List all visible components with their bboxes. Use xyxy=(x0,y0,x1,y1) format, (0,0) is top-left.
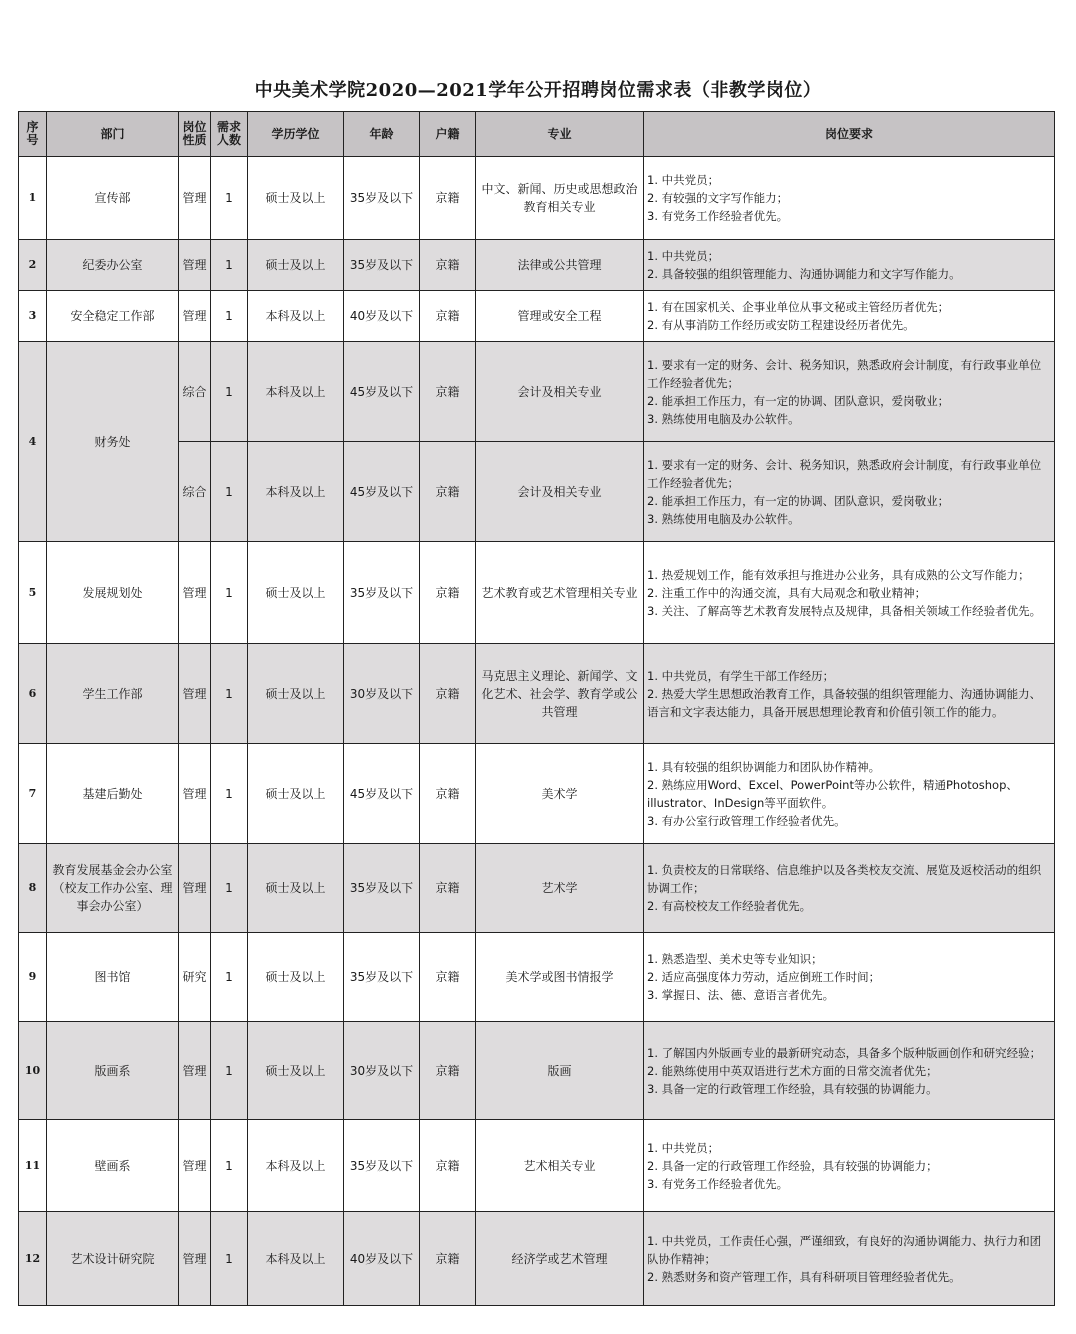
cell-req xyxy=(644,542,1055,644)
cell-major: 马克思主义理论、新闻学、文化艺术、社会学、教育学或公共管理 xyxy=(476,644,644,744)
cell-major: 中文、新闻、历史或思想政治教育相关专业 xyxy=(476,157,644,240)
header-req: 岗位要求 xyxy=(644,112,1055,157)
cell-dept: 财务处 xyxy=(47,342,179,542)
table-row xyxy=(19,1212,1055,1306)
cell-major: 法律或公共管理 xyxy=(476,240,644,291)
cell-age: 35岁及以下 xyxy=(344,542,420,644)
req-line: 1. 有在国家机关、企事业单位从事文秘或主管经历者优先； xyxy=(647,300,950,314)
cell-edu: 硕士及以上 xyxy=(248,157,344,240)
cell-dept: 安全稳定工作部 xyxy=(47,291,179,342)
table-row xyxy=(19,933,1055,1022)
req-line: 1. 负责校友的日常联络、信息维护以及各类校友交流、展览及返校活动的组织协调工作； xyxy=(647,863,1042,895)
req-line: 2. 适应高强度体力劳动，适应倒班工作时间； xyxy=(647,970,881,984)
cell-age: 45岁及以下 xyxy=(344,342,420,442)
cell-type: 管理 xyxy=(179,240,211,291)
cell-dept: 版画系 xyxy=(47,1022,179,1120)
cell-req xyxy=(644,1120,1055,1212)
cell-seq: 1 xyxy=(19,157,47,240)
table-row xyxy=(19,342,1055,442)
cell-major: 艺术学 xyxy=(476,844,644,933)
cell-edu: 本科及以上 xyxy=(248,291,344,342)
cell-req xyxy=(644,342,1055,442)
cell-hukou: 京籍 xyxy=(420,291,476,342)
cell-seq: 6 xyxy=(19,644,47,744)
cell-hukou: 京籍 xyxy=(420,157,476,240)
cell-edu: 硕士及以上 xyxy=(248,542,344,644)
req-line: 1. 中共党员； xyxy=(647,1140,720,1155)
req-line: 2. 注重工作中的沟通交流，具有大局观念和敬业精神； xyxy=(647,585,927,600)
cell-major: 艺术相关专业 xyxy=(476,1120,644,1212)
req-line: 1. 要求有一定的财务、会计、税务知识，熟悉政府会计制度，有行政事业单位工作经验者优先； xyxy=(647,457,1042,490)
cell-major: 会计及相关专业 xyxy=(476,442,644,542)
table-row xyxy=(19,844,1055,933)
cell-dept: 学生工作部 xyxy=(47,644,179,744)
cell-type: 综合 xyxy=(179,342,211,442)
req-line: 3. 有党务工作经验者优先。 xyxy=(647,1176,789,1191)
cell-age: 30岁及以下 xyxy=(344,644,420,744)
cell-hukou: 京籍 xyxy=(420,1022,476,1120)
cell-hukou: 京籍 xyxy=(420,844,476,933)
header-dept: 部门 xyxy=(47,112,179,157)
cell-type: 管理 xyxy=(179,744,211,844)
cell-seq: 11 xyxy=(19,1120,47,1212)
cell-age: 35岁及以下 xyxy=(344,1120,420,1212)
cell-edu: 硕士及以上 xyxy=(248,933,344,1022)
header-count: 需求人数 xyxy=(211,112,248,157)
cell-req xyxy=(644,744,1055,844)
cell-seq: 9 xyxy=(19,933,47,1022)
req-line: 2. 能熟练使用中英双语进行艺术方面的日常交流者优先； xyxy=(647,1063,938,1078)
table-row xyxy=(19,542,1055,644)
cell-dept: 图书馆 xyxy=(47,933,179,1022)
header-seq: 序号 xyxy=(19,112,47,157)
cell-edu: 硕士及以上 xyxy=(248,744,344,844)
req-line: 2. 具备一定的行政管理工作经验，具有较强的协调能力； xyxy=(647,1158,938,1173)
cell-age: 30岁及以下 xyxy=(344,1022,420,1120)
cell-count: 1 xyxy=(211,542,248,644)
req-line: 1. 要求有一定的财务、会计、税务知识，熟悉政府会计制度，有行政事业单位工作经验者优先； xyxy=(647,357,1042,390)
cell-hukou: 京籍 xyxy=(420,744,476,844)
cell-seq: 4 xyxy=(19,342,47,542)
cell-major: 美术学 xyxy=(476,744,644,844)
cell-type: 管理 xyxy=(179,1120,211,1212)
cell-edu: 硕士及以上 xyxy=(248,1022,344,1120)
header-age: 年龄 xyxy=(344,112,420,157)
cell-major: 会计及相关专业 xyxy=(476,342,644,442)
cell-count: 1 xyxy=(211,1120,248,1212)
cell-seq: 8 xyxy=(19,844,47,933)
cell-edu: 本科及以上 xyxy=(248,342,344,442)
cell-age: 35岁及以下 xyxy=(344,844,420,933)
req-line: 3. 有办公室行政管理工作经验者优先。 xyxy=(647,813,846,828)
cell-type: 管理 xyxy=(179,542,211,644)
cell-major: 美术学或图书情报学 xyxy=(476,933,644,1022)
req-line: 3. 具备一定的行政管理工作经验，具有较强的协调能力。 xyxy=(647,1081,938,1096)
cell-count: 1 xyxy=(211,240,248,291)
req-line: 3. 掌握日、法、德、意语言者优先。 xyxy=(647,988,835,1002)
header-row xyxy=(19,112,1055,157)
cell-edu: 本科及以上 xyxy=(248,1212,344,1306)
req-line: 1. 具有较强的组织协调能力和团队协作精神。 xyxy=(647,759,881,774)
cell-edu: 硕士及以上 xyxy=(248,644,344,744)
table-row xyxy=(19,291,1055,342)
cell-count: 1 xyxy=(211,933,248,1022)
cell-req xyxy=(644,291,1055,342)
cell-dept: 宣传部 xyxy=(47,157,179,240)
cell-req xyxy=(644,844,1055,933)
header-hukou: 户籍 xyxy=(420,112,476,157)
cell-hukou: 京籍 xyxy=(420,1212,476,1306)
cell-hukou: 京籍 xyxy=(420,442,476,542)
cell-dept: 纪委办公室 xyxy=(47,240,179,291)
req-line: 1. 了解国内外版画专业的最新研究动态，具备多个版种版画创作和研究经验； xyxy=(647,1045,1042,1060)
cell-hukou: 京籍 xyxy=(420,542,476,644)
cell-hukou: 京籍 xyxy=(420,1120,476,1212)
header-type: 岗位性质 xyxy=(179,112,211,157)
cell-major: 经济学或艺术管理 xyxy=(476,1212,644,1306)
recruitment-table xyxy=(18,111,1055,1306)
req-line: 2. 熟练应用Word、Excel、PowerPoint等办公软件，精通Photoshop、illustrator、InDesign等平面软件。 xyxy=(647,777,1018,810)
req-line: 2. 有高校校友工作经验者优先。 xyxy=(647,899,812,913)
header-major: 专业 xyxy=(476,112,644,157)
cell-req xyxy=(644,1212,1055,1306)
table-row xyxy=(19,744,1055,844)
cell-count: 1 xyxy=(211,291,248,342)
table-row xyxy=(19,1022,1055,1120)
cell-req xyxy=(644,240,1055,291)
cell-type: 管理 xyxy=(179,1212,211,1306)
req-line: 1. 中共党员，工作责任心强，严谨细致，有良好的沟通协调能力、执行力和团队协作精神； xyxy=(647,1233,1042,1266)
cell-edu: 本科及以上 xyxy=(248,442,344,542)
req-line: 2. 具备较强的组织管理能力、沟通协调能力和文字写作能力。 xyxy=(647,267,961,281)
cell-seq: 7 xyxy=(19,744,47,844)
cell-req xyxy=(644,644,1055,744)
cell-seq: 2 xyxy=(19,240,47,291)
req-line: 1. 中共党员； xyxy=(647,249,720,263)
req-line: 2. 有较强的文字写作能力； xyxy=(647,191,789,205)
header-edu: 学历学位 xyxy=(248,112,344,157)
cell-hukou: 京籍 xyxy=(420,342,476,442)
req-line: 3. 熟练使用电脑及办公软件。 xyxy=(647,511,800,526)
cell-age: 35岁及以下 xyxy=(344,240,420,291)
req-line: 2. 熟悉财务和资产管理工作，具有科研项目管理经验者优先。 xyxy=(647,1269,961,1284)
cell-dept: 艺术设计研究院 xyxy=(47,1212,179,1306)
cell-count: 1 xyxy=(211,442,248,542)
cell-type: 管理 xyxy=(179,644,211,744)
req-line: 3. 熟练使用电脑及办公软件。 xyxy=(647,411,800,426)
cell-dept: 基建后勤处 xyxy=(47,744,179,844)
cell-age: 45岁及以下 xyxy=(344,744,420,844)
table-row xyxy=(19,1120,1055,1212)
cell-age: 40岁及以下 xyxy=(344,1212,420,1306)
cell-seq: 3 xyxy=(19,291,47,342)
req-line: 3. 关注、了解高等艺术教育发展特点及规律，具备相关领域工作经验者优先。 xyxy=(647,603,1042,618)
cell-age: 35岁及以下 xyxy=(344,157,420,240)
req-line: 3. 有党务工作经验者优先。 xyxy=(647,209,789,223)
cell-dept: 发展规划处 xyxy=(47,542,179,644)
cell-count: 1 xyxy=(211,744,248,844)
cell-edu: 本科及以上 xyxy=(248,1120,344,1212)
cell-major: 管理或安全工程 xyxy=(476,291,644,342)
cell-type: 综合 xyxy=(179,442,211,542)
req-line: 1. 热爱规划工作，能有效承担与推进办公业务，具有成熟的公文写作能力； xyxy=(647,567,1030,582)
cell-edu: 硕士及以上 xyxy=(248,240,344,291)
cell-seq: 10 xyxy=(19,1022,47,1120)
req-line: 2. 有从事消防工作经历或安防工程建设经历者优先。 xyxy=(647,318,915,332)
cell-req xyxy=(644,442,1055,542)
req-line: 2. 能承担工作压力，有一定的协调、团队意识，爱岗敬业； xyxy=(647,393,950,408)
cell-type: 管理 xyxy=(179,844,211,933)
cell-major: 艺术教育或艺术管理相关专业 xyxy=(476,542,644,644)
cell-hukou: 京籍 xyxy=(420,933,476,1022)
cell-req xyxy=(644,933,1055,1022)
page-title: 中央美术学院2020—2021学年公开招聘岗位需求表（非教学岗位） xyxy=(254,80,822,101)
req-line: 1. 中共党员； xyxy=(647,173,720,187)
cell-type: 管理 xyxy=(179,291,211,342)
cell-type: 管理 xyxy=(179,157,211,240)
cell-type: 研究 xyxy=(179,933,211,1022)
table-row xyxy=(19,157,1055,240)
cell-type: 管理 xyxy=(179,1022,211,1120)
cell-age: 35岁及以下 xyxy=(344,933,420,1022)
cell-age: 45岁及以下 xyxy=(344,442,420,542)
cell-edu: 硕士及以上 xyxy=(248,844,344,933)
cell-count: 1 xyxy=(211,1022,248,1120)
cell-count: 1 xyxy=(211,157,248,240)
cell-count: 1 xyxy=(211,644,248,744)
cell-seq: 12 xyxy=(19,1212,47,1306)
cell-hukou: 京籍 xyxy=(420,240,476,291)
cell-dept: 壁画系 xyxy=(47,1120,179,1212)
cell-seq: 5 xyxy=(19,542,47,644)
cell-count: 1 xyxy=(211,1212,248,1306)
cell-count: 1 xyxy=(211,342,248,442)
cell-age: 40岁及以下 xyxy=(344,291,420,342)
table-row xyxy=(19,240,1055,291)
req-line: 1. 中共党员，有学生干部工作经历； xyxy=(647,668,835,683)
req-line: 2. 热爱大学生思想政治教育工作，具备较强的组织管理能力、沟通协调能力、语言和文字表达能力，具备开展思想理论教育和价值引领工作的能力。 xyxy=(647,686,1042,719)
cell-req xyxy=(644,1022,1055,1120)
cell-count: 1 xyxy=(211,844,248,933)
req-line: 2. 能承担工作压力，有一定的协调、团队意识，爱岗敬业； xyxy=(647,493,950,508)
req-line: 1. 熟悉造型、美术史等专业知识； xyxy=(647,952,823,966)
cell-hukou: 京籍 xyxy=(420,644,476,744)
cell-req xyxy=(644,157,1055,240)
cell-dept: 教育发展基金会办公室（校友工作办公室、理事会办公室） xyxy=(47,844,179,933)
table-row xyxy=(19,644,1055,744)
cell-major: 版画 xyxy=(476,1022,644,1120)
